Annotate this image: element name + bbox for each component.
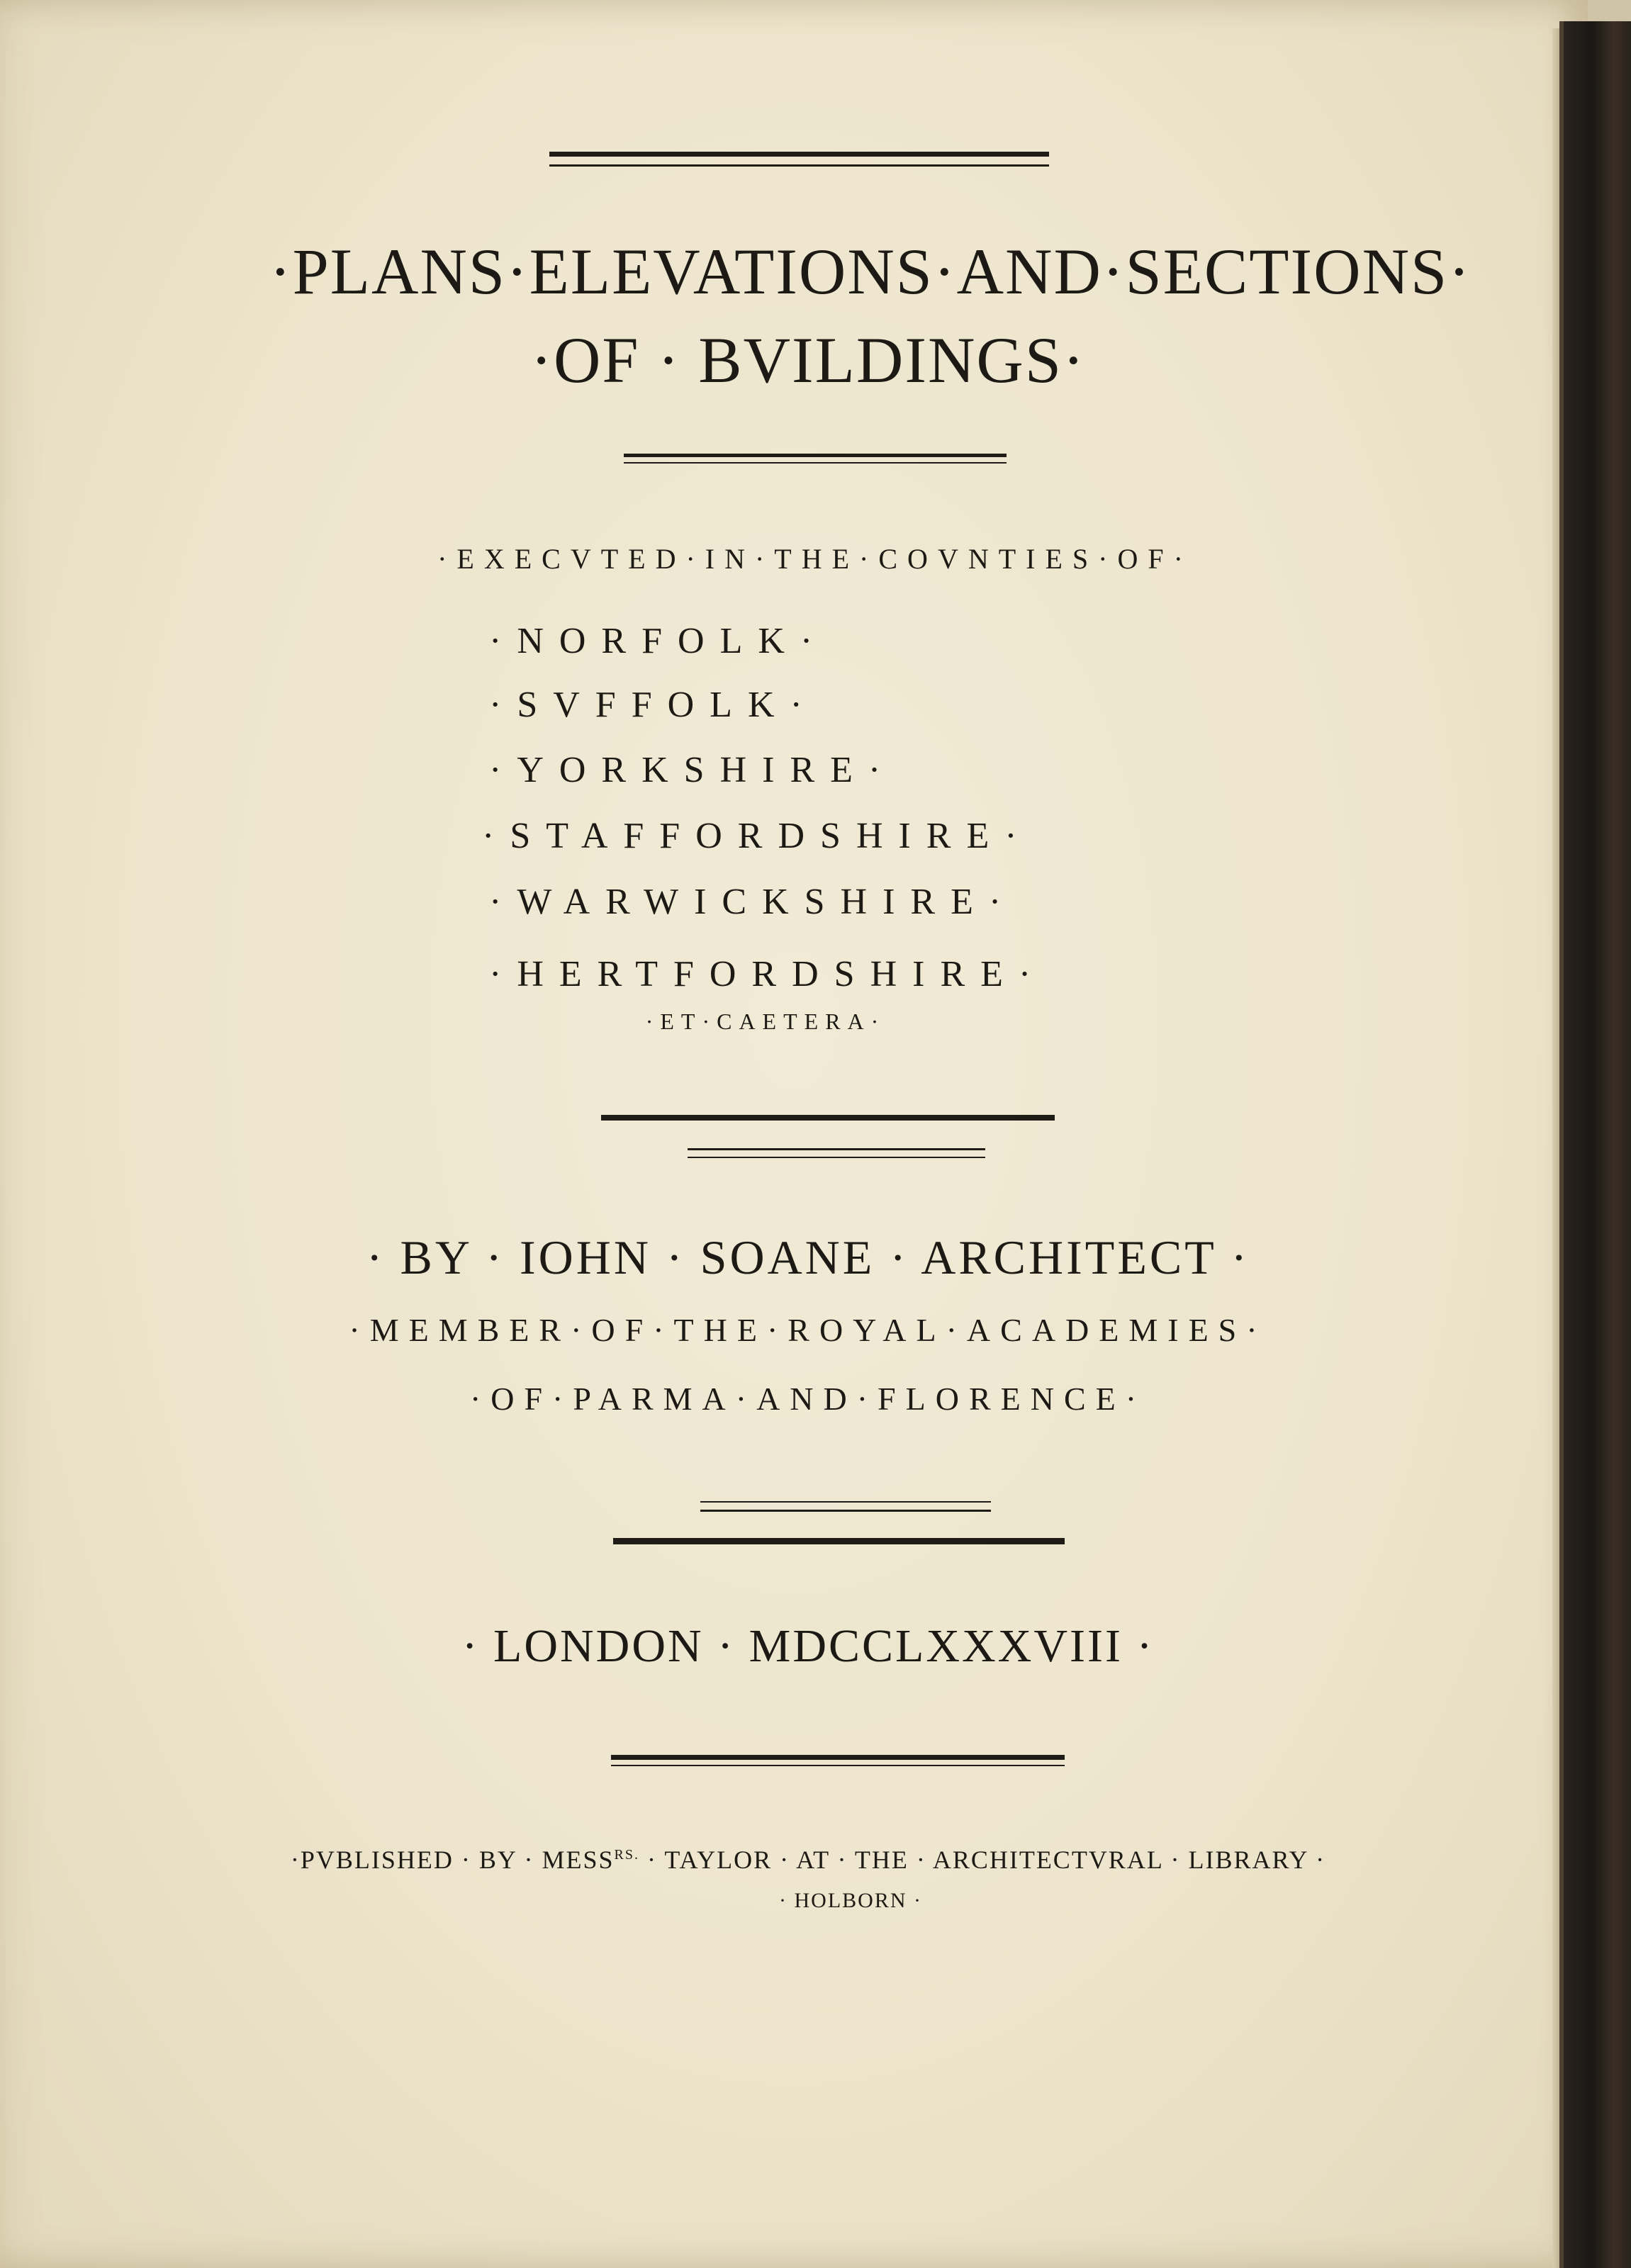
publisher-line-start: ·PVBLISHED · BY · MESS	[290, 1846, 615, 1874]
middle-rule-thin-1	[688, 1148, 985, 1150]
subtitle: ·EXECVTED·IN·THE·COVNTIES·OF·	[437, 543, 1193, 575]
imprint-line: · LONDON · MDCCLXXXVIII ·	[461, 1620, 1155, 1672]
title-line-2: ·OF · BVILDINGS·	[530, 324, 1086, 396]
county-yorkshire: ·YORKSHIRE·	[489, 750, 897, 790]
academies-line: ·OF·PARMA·AND·FLORENCE·	[469, 1381, 1147, 1417]
middle-rule-thin-2	[688, 1157, 985, 1158]
bottom-rule-thick	[611, 1755, 1065, 1760]
title-rule-thick	[624, 454, 1007, 457]
top-rule-thin	[549, 164, 1049, 167]
publisher-superscript: RS.	[614, 1847, 640, 1863]
county-hertfordshire: ·HERTFORDSHIRE·	[489, 954, 1047, 994]
title-rule-thin	[624, 462, 1007, 464]
publisher-line	[198, 1845, 1418, 1875]
county-warwickshire: ·WARWICKSHIRE·	[489, 882, 1017, 922]
county-staffordshire: ·STAFFORDSHIRE·	[482, 816, 1033, 856]
top-rule-thick	[549, 152, 1049, 157]
middle-rule-thick	[601, 1115, 1055, 1121]
publisher-line-end: · TAYLOR · AT · THE · ARCHITECTVRAL · LIBRARY ·	[639, 1846, 1326, 1874]
et-caetera: ·ET·CAETERA·	[645, 1009, 886, 1034]
lower-rule-thin-1	[700, 1501, 991, 1503]
author-line: · BY · IOHN · SOANE · ARCHITECT ·	[366, 1230, 1250, 1284]
holborn-line: · HOLBORN ·	[779, 1889, 922, 1912]
book-binding	[1559, 21, 1631, 2268]
county-suffolk: ·SVFFOLK·	[489, 685, 818, 725]
lower-rule-thin-2	[700, 1510, 991, 1512]
member-line: ·MEMBER·OF·THE·ROYAL·ACADEMIES·	[349, 1312, 1267, 1348]
county-norfolk: ·NORFOLK·	[489, 621, 829, 661]
lower-rule-thick	[613, 1538, 1065, 1544]
bottom-rule-thin	[611, 1765, 1065, 1766]
title-line-1: ·PLANS·ELEVATIONS·AND·SECTIONS·	[269, 235, 1472, 308]
